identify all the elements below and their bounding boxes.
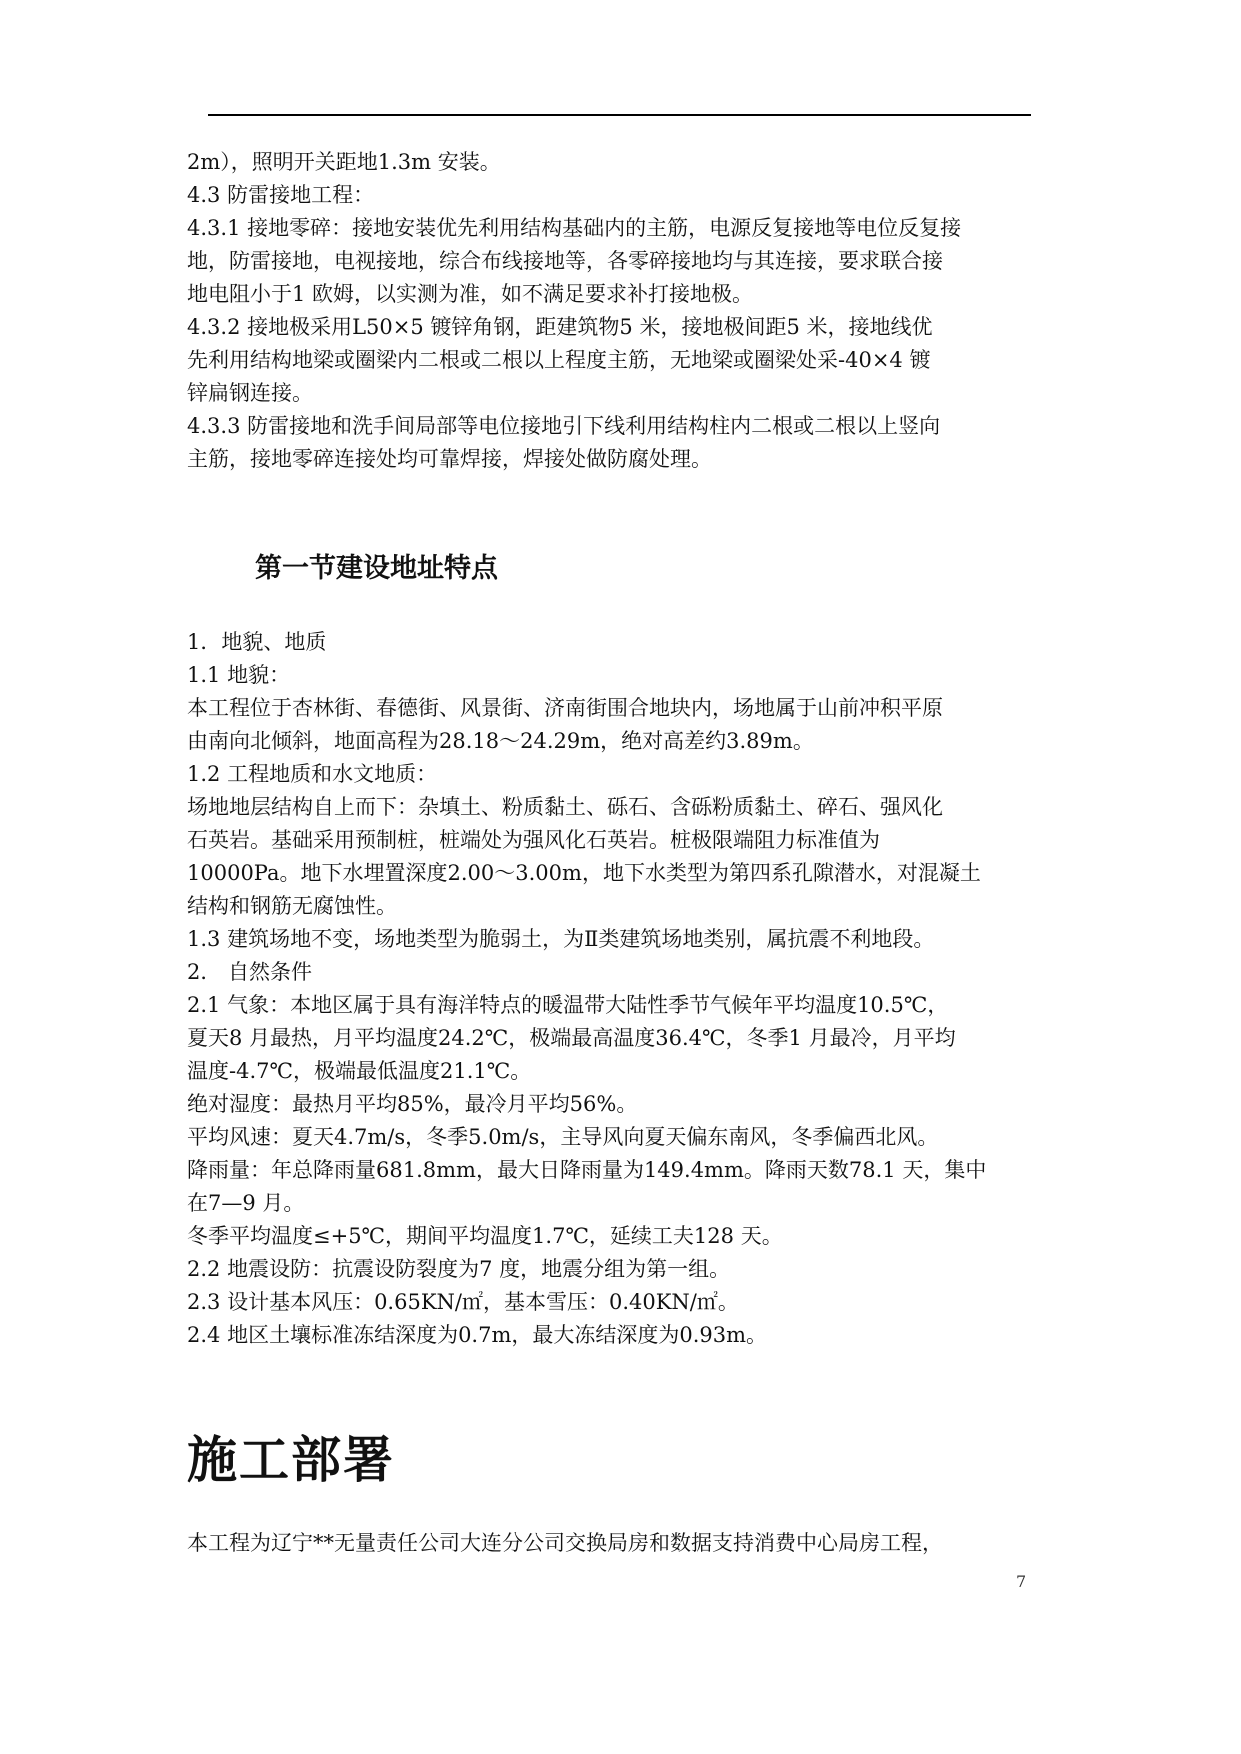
section-4-3-text — [187, 146, 1087, 476]
text-line: 2.2 地震设防：抗震设防裂度为7 度，地震分组为第一组。 — [187, 1257, 731, 1281]
text-line: 主筋，接地零碎连接处均可靠焊接，焊接处做防腐处理。 — [187, 447, 712, 471]
text-line: 石英岩。基础采用预制桩，桩端处为强风化石英岩。桩极限端阻力标准值为 — [187, 828, 880, 852]
text-line: 锌扁钢连接。 — [187, 381, 313, 405]
text-line: 4.3.1 接地零碎：接地安装优先利用结构基础内的主筋，电源反复接地等电位反复接 — [187, 216, 962, 240]
text-line: 冬季平均温度≤+5℃，期间平均温度1.7℃，延续工夫128 天。 — [187, 1224, 783, 1248]
text-line: 绝对湿度：最热月平均85%，最冷月平均56%。 — [187, 1092, 638, 1116]
text-line: 地电阻小于1 欧姆，以实测为准，如不满足要求补打接地极。 — [187, 282, 754, 306]
text-line: 降雨量：年总降雨量681.8mm，最大日降雨量为149.4mm。降雨天数78.1 天，集中 — [187, 1158, 987, 1182]
text-line: 2． 自然条件 — [187, 960, 313, 984]
text-line: 本工程为辽宁**无量责任公司大连分公司交换局房和数据支持消费中心局房工程， — [187, 1531, 943, 1555]
text-line: 2m），照明开关距地1.3m 安装。 — [187, 150, 501, 174]
text-line: 由南向北倾斜，地面高程为28.18～24.29m，绝对高差约3.89m。 — [187, 729, 814, 753]
text-line: 温度-4.7℃，极端最低温度21.1℃。 — [187, 1059, 532, 1083]
text-line: 场地地层结构自上而下：杂填土、粉质黏土、砾石、含砾粉质黏土、碎石、强风化 — [187, 795, 943, 819]
text-line: 1.2 工程地质和水文地质： — [187, 762, 438, 786]
text-line: 本工程位于杏林街、春德街、风景街、济南街围合地块内，场地属于山前冲积平原 — [187, 696, 943, 720]
text-line: 1.1 地貌： — [187, 663, 291, 687]
text-line: 在7—9 月。 — [187, 1191, 305, 1215]
text-line: 先利用结构地梁或圈梁内二根或二根以上程度主筋，无地梁或圈梁处采-40×4 镀 — [187, 348, 931, 372]
section-heading: 第一节建设地址特点 — [255, 553, 498, 584]
text-line: 2.1 气象：本地区属于具有海洋特点的暖温带大陆性季节气候年平均温度10.5℃， — [187, 993, 949, 1017]
site-features-text — [187, 626, 1087, 1352]
chapter-heading: 施工部署 — [187, 1431, 395, 1489]
text-line: 2.3 设计基本风压：0.65KN/㎡，基本雪压：0.40KN/㎡。 — [187, 1290, 739, 1314]
text-line: 1.3 建筑场地不变，场地类型为脆弱土，为Ⅱ类建筑场地类别，属抗震不利地段。 — [187, 927, 935, 951]
text-line: 4.3.2 接地极采用L50×5 镀锌角钢，距建筑物5 米，接地极间距5 米，接地线优 — [187, 315, 933, 339]
text-line: 夏天8 月最热，月平均温度24.2℃，极端最高温度36.4℃，冬季1 月最冷，月平均 — [187, 1026, 956, 1050]
text-line: 4.3 防雷接地工程： — [187, 183, 375, 207]
text-line: 地，防雷接地，电视接地，综合布线接地等，各零碎接地均与其连接，要求联合接 — [187, 249, 943, 273]
text-line: 4.3.3 防雷接地和洗手间局部等电位接地引下线利用结构柱内二根或二根以上竖向 — [187, 414, 941, 438]
text-line: 2.4 地区土壤标准冻结深度为0.7m，最大冻结深度为0.93m。 — [187, 1323, 768, 1347]
header-rule — [208, 114, 1031, 116]
text-line: 10000Pa。地下水埋置深度2.00～3.00m，地下水类型为第四系孔隙潜水，对混凝土 — [187, 861, 981, 885]
text-line: 平均风速：夏天4.7m/s，冬季5.0m/s，主导风向夏天偏东南风，冬季偏西北风。 — [187, 1125, 939, 1149]
page-number: 7 — [1016, 1572, 1027, 1591]
text-line: 1．地貌、地质 — [187, 630, 327, 654]
text-line: 结构和钢筋无腐蚀性。 — [187, 894, 397, 918]
